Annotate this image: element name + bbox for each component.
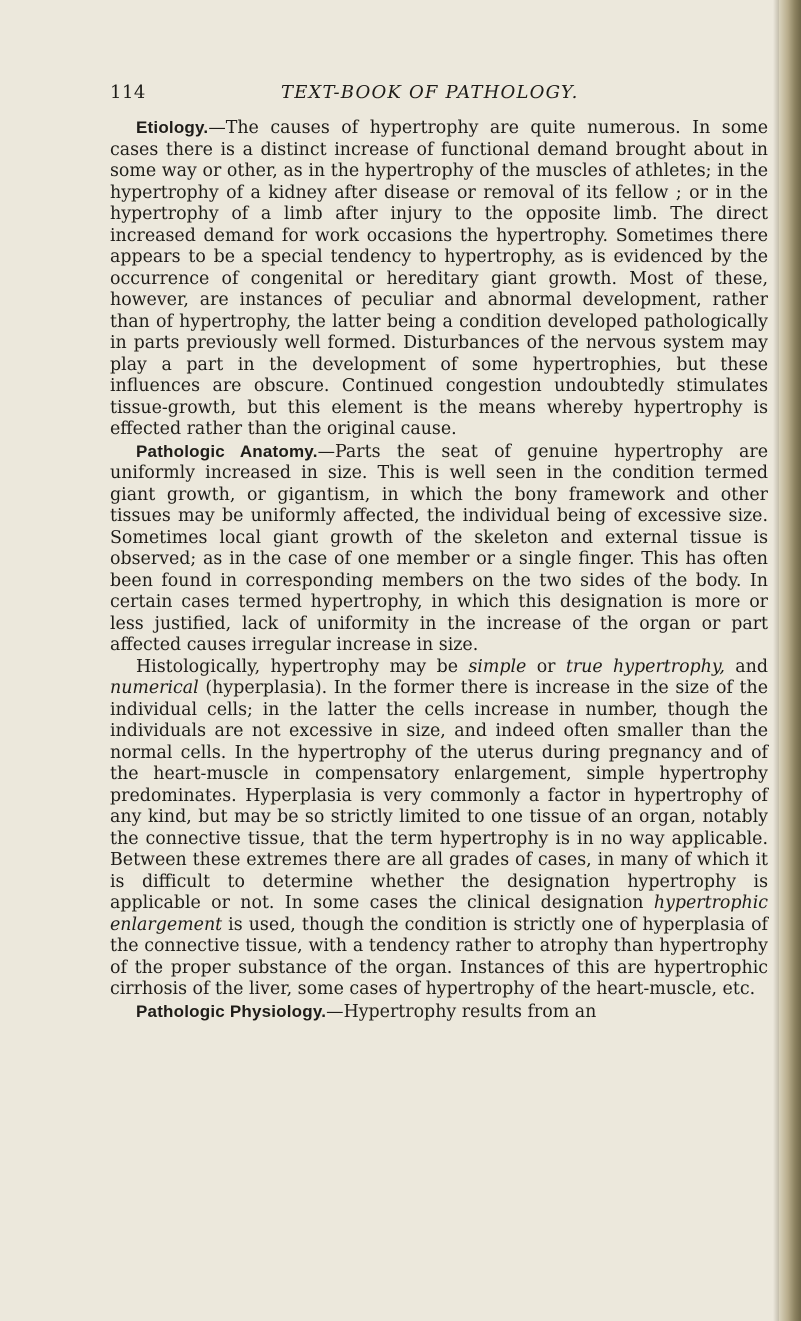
- emphasis-numerical: numerical: [110, 678, 199, 698]
- page-header: [0, 82, 780, 106]
- page-edge-shadow: [779, 0, 801, 1321]
- running-head: TEXT-BOOK OF PATHOLOGY.: [281, 82, 579, 103]
- text-run: Histologically, hypertrophy may be: [136, 656, 469, 677]
- paragraph-pathologic-anatomy: [110, 441, 768, 657]
- emphasis-simple: simple: [468, 656, 527, 677]
- page-number: 114: [110, 82, 146, 103]
- text-run: is used, though the condition is strictly one of hyperplasia of the connective tissue, with a tendency rather to atrophy than hypertrophy of the proper substance of the organ. Instances of this are hypertrophic cirrhosis of the liver, some cases of hypertrophy of the heart-muscle, etc.: [110, 914, 768, 999]
- text-run: or: [526, 656, 566, 677]
- section-heading-pathologic-anatomy: Pathologic Anatomy.: [136, 441, 318, 461]
- paragraph-etiology: [110, 117, 768, 441]
- paragraph-text: —Parts the seat of genuine hypertrophy are uniformly increased in size. This is well seen in the condition termed giant growth, or gigantism, in which the bony framework and other tissues may be uniformly affected, the individual being of excessive size. Sometimes local giant growth of the skeleton and external tissue is observed; as in the case of one member or a single finger. This has often been found in corresponding members on the two sides of the body. In certain cases termed hypertrophy, in which this designation is more or less justified, lack of uniformity in the increase of the organ or part affected causes irregular increase in size.: [110, 441, 769, 655]
- page-gutter-shadow: [773, 0, 779, 1321]
- emphasis-hypertrophic-enlargement: hypertrophic enlargement: [110, 893, 768, 935]
- text-run: (hyperplasia). In the former there is increase in the size of the individual cells; in the latter the cells increase in number, though the individuals are not excessive in size, and indeed often smaller than the normal cells. In the hypertrophy of the uterus during pregnancy and of the heart-muscle in compensatory enlargement, simple hypertrophy predominates. Hyperplasia is very commonly a factor in hypertrophy of any kind, but may be so strictly limited to one tissue of an organ, notably the connective tissue, that the term hypertrophy is in no way applicable. Between these extremes there are all grades of cases, in many of which it is difficult to determine whether the designation hypertrophy is applicable or not. In some cases the clinical designation: [110, 678, 768, 913]
- paragraph-text: —The causes of hypertrophy are quite numerous. In some cases there is a distinct increase of functional demand brought about in some way or other, as in the hypertrophy of the muscles of athletes; in the hypertrophy of a kidney after disease or removal of its fellow ; or in the hypertrophy of a limb after injury to the opposite limb. The direct increased demand for work occasions the hypertrophy. Sometimes there appears to be a special tendency to hypertrophy, as is evidenced by the occurrence of congenital or hereditary giant growth. Most of these, however, are instances of peculiar and abnormal development, rather than of hypertrophy, the latter being a condition developed pathologically in parts previously well formed. Disturbances of the nervous system may play a part in the development of some hypertrophies, but these influences are obscure. Continued congestion undoubtedly stimulates tissue-growth, but this element is the means whereby hypertrophy is effected rather than the original cause.: [110, 118, 768, 439]
- page-body: [110, 117, 768, 1023]
- paragraph-text: —Hypertrophy results from an: [326, 1001, 597, 1022]
- emphasis-true-hypertrophy: true hypertrophy,: [565, 656, 725, 677]
- paragraph-histology: [110, 657, 768, 1001]
- paragraph-pathologic-physiology: [110, 1001, 768, 1024]
- text-run: and: [724, 656, 769, 677]
- section-heading-pathologic-physiology: Pathologic Physiology.: [136, 1001, 327, 1021]
- section-heading-etiology: Etiology.: [136, 118, 209, 137]
